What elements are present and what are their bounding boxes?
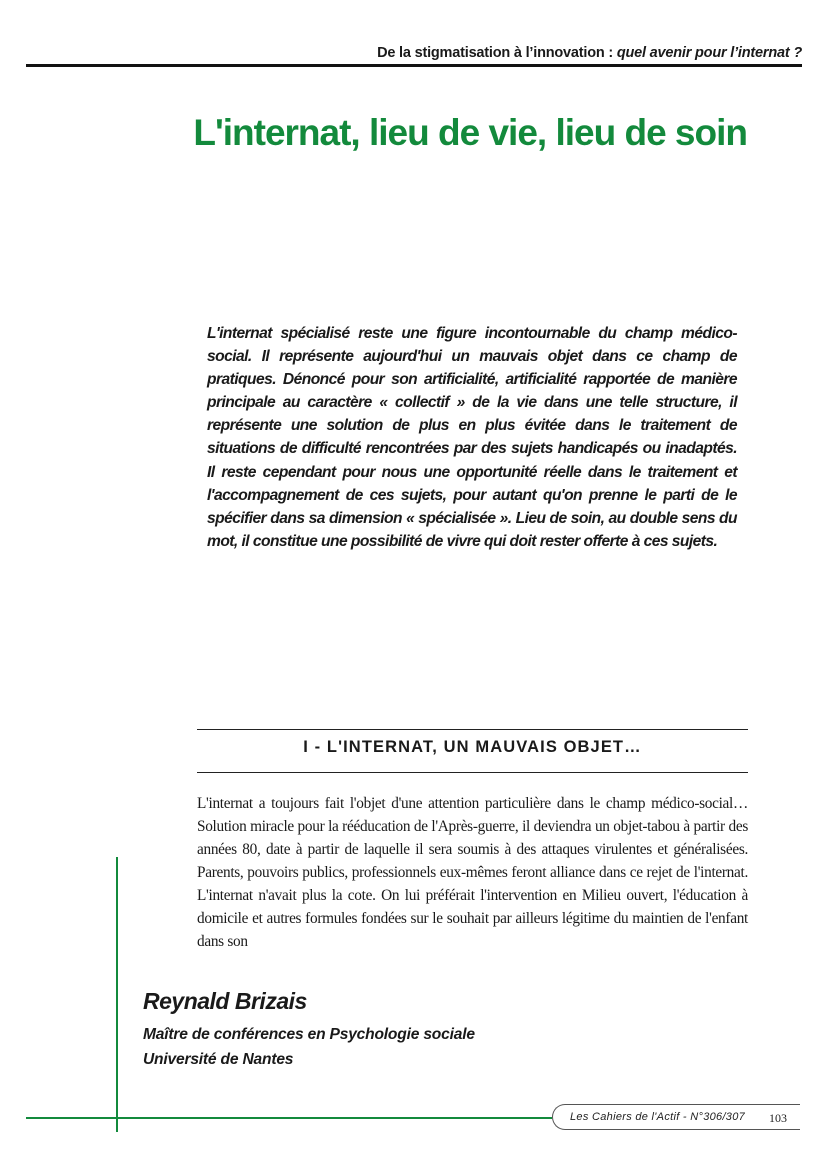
- section-rule-bottom: [197, 772, 748, 773]
- footer-journal-name: Les Cahiers de l'Actif - N°306/307: [570, 1111, 746, 1123]
- article-title: L'internat, lieu de vie, lieu de soin: [193, 112, 747, 153]
- running-header-title: De la stigmatisation à l’innovation :: [377, 45, 617, 61]
- page-number: 103: [769, 1111, 787, 1125]
- section-rule-top: [197, 729, 748, 730]
- body-paragraph: L'internat a toujours fait l'objet d'une attention particulière dans le champ médico-social… Solution miracle pour la rééducation de l'Après-guerre, il deviendra un objet-tabou à partir des années 80, date à partir de laquelle il sera soumis à des attaques virulentes et généralisées. Parents, pouvoirs publics, professionnels eux-mêmes feront alliance dans ce rejet de l'internat. L'internat n'avait plus la cote. On lui préférait l'intervention en Milieu ouvert, l'éducation à domicile et autres formules fondées sur le souhait par ailleurs légitime du maintien de l'enfant dans son: [197, 795, 748, 950]
- running-header-subtitle: quel avenir pour l’internat ?: [616, 45, 802, 61]
- author-institution: Université de Nantes: [143, 1051, 294, 1068]
- footer-green-rule: [26, 1117, 552, 1119]
- author-position: Maître de conférences en Psychologie sociale: [143, 1026, 475, 1043]
- header-rule: [26, 64, 802, 67]
- article-abstract: L'internat spécialisé reste une figure incontournable du champ médico-social. Il représente aujourd'hui un mauvais objet dans ce champ de pratiques. Dénoncé pour son artificialité, artificialité rapportée de manière principale au caractère « collectif » de la vie dans une telle structure, il représente une solution de plus en plus évitée dans le traitement de situations de difficulté rencontrées par des sujets handicapés ou inadaptés. Il reste cependant pour nous une opportunité réelle dans le traitement et l'accompagnement de ces sujets, pour autant qu'on prenne le parti de le spécifier dans sa dimension « spécialisée ». Lieu de soin, au double sens du mot, il constitue une possibilité de vivre qui doit rester offerte à ces sujets.: [207, 325, 737, 550]
- section-heading: I - L'INTERNAT, UN MAUVAIS OBJET…: [303, 738, 642, 756]
- green-vertical-rule: [116, 857, 118, 1132]
- running-header: [26, 45, 802, 61]
- author-name: Reynald Brizais: [143, 988, 307, 1014]
